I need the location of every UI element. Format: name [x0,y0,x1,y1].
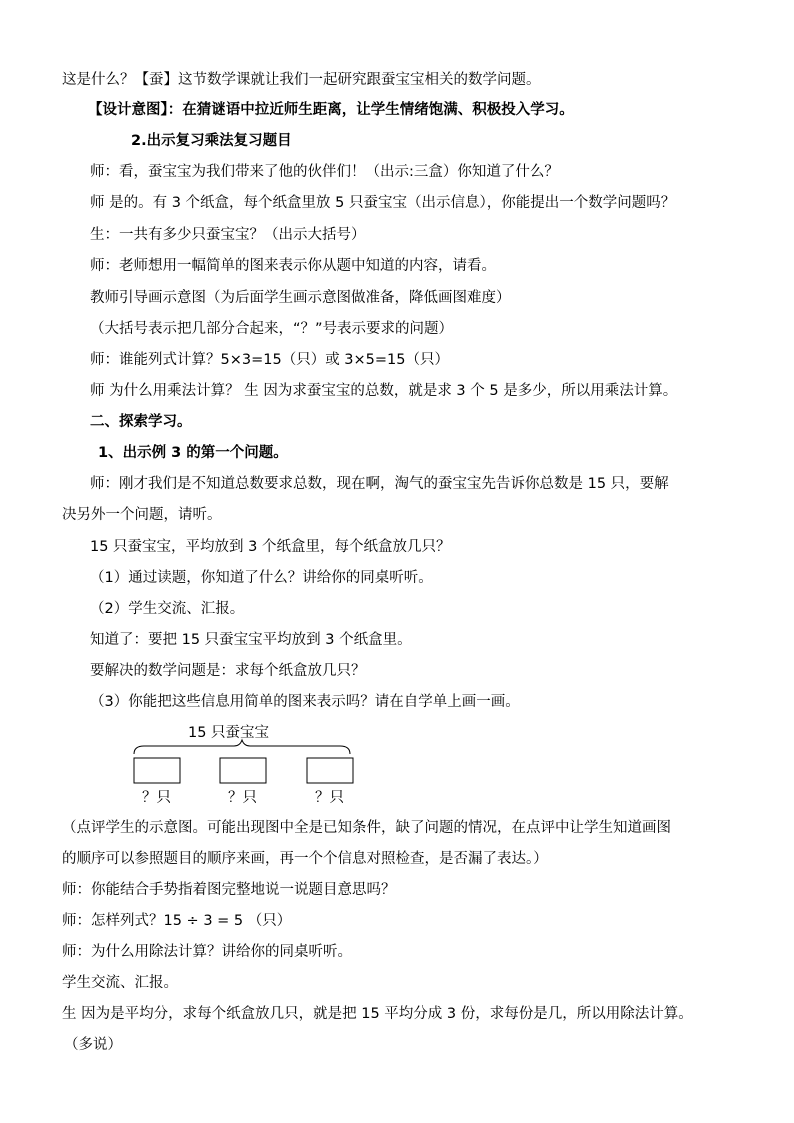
line-8: 教师引导画示意图（为后面学生画示意图做准备，降低画图难度） [90,290,511,306]
line-1: 这是什么？【蚕】这节数学课就让我们一起研究跟蚕宝宝相关的数学问题。 [62,72,541,88]
line-20: 要解决的数学问题是：求每个纸盒放几只？ [90,663,366,679]
line-10: 师：谁能列式计算？5×3=15（只）或 3×5=15（只） [90,352,450,368]
line-11: 师 为什么用乘法计算？ 生 因为求蚕宝宝的总数，就是求 3 个 5 是多少，所以用乘法计算。 [90,383,678,399]
problem-statement: 15 只蚕宝宝，平均放到 3 个纸盒里，每个纸盒放几只？ [90,539,451,555]
section-heading-2: 2.出示复习乘法复习题目 [131,133,292,149]
diagram-box-label-2: ？只 [228,790,257,806]
line-5: 师 是的。有 3 个纸盒，每个纸盒里放 5 只蚕宝宝（出示信息），你能提出一个数学问题吗？ [90,195,676,211]
diagram-box-label-1: ？只 [142,790,171,806]
line-4: 师：看，蚕宝宝为我们带来了他的伙伴们！（出示:三盒）你知道了什么？ [90,164,559,180]
design-intent: 【设计意图】：在猜谜语中拉近师生距离，让学生情绪饱满、积极投入学习。 [88,102,574,118]
diagram-box-label-3: ？只 [315,790,344,806]
line-25: 师：怎样列式？15 ÷ 3 = 5 （只） [62,913,292,929]
line-6: 生：一共有多少只蚕宝宝？（出示大括号） [90,227,366,243]
line-19: 知道了：要把 15 只蚕宝宝平均放到 3 个纸盒里。 [90,632,412,648]
line-18: （2）学生交流、汇报。 [90,601,245,617]
line-9: （大括号表示把几部分合起来，“？”号表示要求的问题） [90,321,454,337]
section-heading-example3: 1、出示例 3 的第一个问题。 [98,445,288,461]
line-7: 师：老师想用一幅简单的图来表示你从题中知道的内容，请看。 [90,258,496,274]
diagram-total-label: 15 只蚕宝宝 [188,725,270,741]
line-14: 师：刚才我们是不知道总数要求总数，现在啊，淘气的蚕宝宝先告诉你总数是 15 只，要解 [90,476,669,492]
diagram-box-2 [220,758,266,783]
line-23: 的顺序可以参照题目的顺序来画，再一个个信息对照检查，是否漏了表达。） [62,851,548,867]
line-28: 生 因为是平均分，求每个纸盒放几只，就是把 15 平均分成 3 份，求每份是几，所以用除法计算。 [62,1006,693,1022]
diagram-box-1 [134,758,180,783]
line-29: （多说） [64,1037,122,1053]
line-21: （3）你能把这些信息用简单的图来表示吗？请在自学单上画一画。 [90,694,520,710]
line-26: 师：为什么用除法计算？讲给你的同桌听听。 [62,944,352,960]
diagram-box-3 [307,758,353,783]
line-27: 学生交流、汇报。 [62,975,178,991]
diagram-brace [134,740,350,754]
line-24: 师：你能结合手势指着图完整地说一说题目意思吗？ [62,882,396,898]
section-heading-explore: 二、探索学习。 [90,414,192,430]
line-22: （点评学生的示意图。可能出现图中全是已知条件，缺了问题的情况，在点评中让学生知道画图 [62,820,671,836]
division-diagram [130,720,370,812]
line-17: （1）通过读题，你知道了什么？讲给你的同桌听听。 [90,570,433,586]
line-15: 决另外一个问题，请听。 [62,507,222,523]
